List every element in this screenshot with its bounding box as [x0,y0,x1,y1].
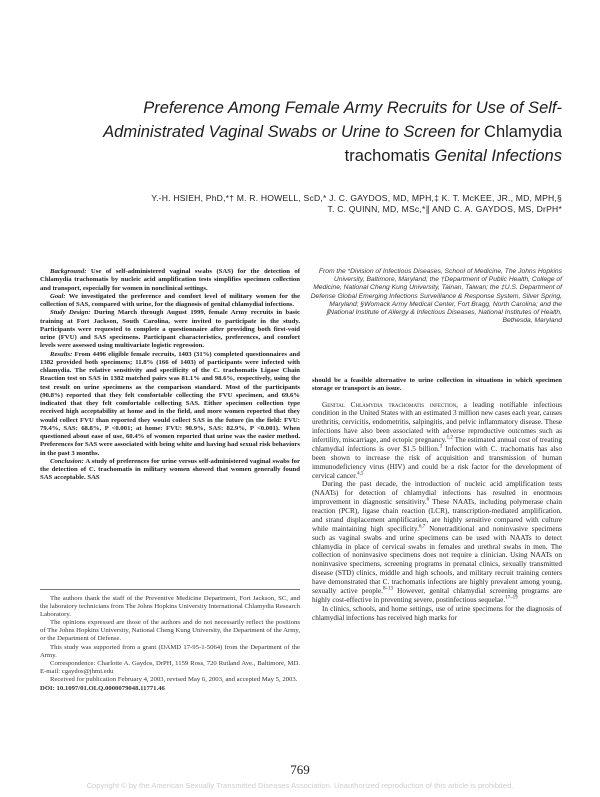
abstract-background [40,268,300,293]
p2-text-b: These NAATs, including polymerase chain reaction (PCR), ligase chain reaction (LCR), transcription-mediated amplification, and strand displacement amplification, are highly sensitive compared with culture while maintaining high specificity. [312,498,562,533]
author-list [60,193,562,215]
author-line-2: T. C. QUINN, MD, MSc,*∥ AND C. A. GAYDOS, MS, DrPH* [327,204,562,214]
footnote-correspondence: Correspondence: Charlotte A. Gaydos, DrPH, 1159 Ross, 720 Rutland Ave., Baltimore, MD. E-mail: cgaydos@jhmi.edu [40,659,300,675]
abstract-conclusion-label: Conclusion: [50,457,84,465]
abstract-conclusion [40,458,300,483]
title-line-3-italic: Genital Infections [434,147,562,165]
body-paragraph-2 [312,480,562,604]
body-text [312,377,562,622]
footnotes [40,589,300,693]
p2-text-c: Nonetraditional and noninvasive specimens such as vaginal swabs and urine specimens can be used with NAATs to detect chlamydia in place of cervical swabs in females and urethral swabs in men. The collection of noninvasive specimens does not require a clinician. Using NAATs on noninvasive specimens, screening programs in prenatal clinics, sexually transmitted disease (STD) clinics, middle and high schools, and military recruit training centers have demonstrated that C. trachomatis infections are highly prevalent among young, sexually active people. [312,524,562,595]
lead-in: Genital Chlamydia trachomatis infection, [322,400,458,409]
citation: 4,5 [357,471,364,477]
citation: 3 [439,444,443,450]
title-line-3-roman: trachomatis [344,147,435,165]
citation: 17–19 [505,595,518,601]
citation: 6,7 [418,524,426,530]
p1-text-b: The estimated annual cost of treating chlamydial infections is over $1.5 billion. [312,436,562,453]
citation: 1,2 [446,435,453,441]
abstract-design-text: During March through August 1999, female Army recruits in basic training at Fort Jackson, South Carolina, were invited to participate in the study. Participants were requested to complete a questionnaire after providing both first-void urine (FVU) and SAS specimens. Participant characteristics, preferences, and comfort levels were assessed using multivariate logistic regression. [40,309,300,350]
affiliations: From the *Division of Infectious Diseases, School of Medicine, The Johns Hopkins University, Baltimore, Maryland; the †Department of Public Health, College of Medicine, National Cheng Kung University, Tainan, Taiwan; the ‡U.S. Department of Defense Global Emerging Infections Surveillance & Response System, Silver Spring, Maryland; §Womack Army Medical Center, Fort Bragg, North Carolina; and the ∥National Institute of Allergy & Infectious Diseases, National Institutes of Health, Bethesda, Maryland [310,268,562,325]
title-line-2-italic: Administrated Vaginal Swabs or Urine to Screen for [103,123,485,141]
copyright-notice: Copyright © by the American Sexually Transmitted Diseases Association. Unauthorized reproduction of this article is prohibited. [86,781,514,790]
citation: 6 [426,497,430,503]
p2-text-d: However, genital chlamydial screening programs are highly cost-effective in preventing severe, postinfectious sequelae. [312,586,563,604]
p1-text-a: a leading notifiable infectious condition in the United States with an estimated 3 million new cases each year, causes urethritis, cervicitis, endometritis, salpingitis, and pelvic inflammatory disease. These infections have also been associated with adverse reproductive outcomes such as infertility, miscarriage, and ectopic pregnancy. [312,400,562,444]
title-line-2 [40,120,562,144]
abstract-background-text: Use of self-administered vaginal swabs (SAS) for the detection of Chlamydia trachomatis by nucleic acid amplification tests simplifies specimen collection and transport, especially for women in nonclinical settings. [40,268,300,292]
title-line-1: Preference Among Female Army Recruits for Use of Self- [143,99,562,117]
abstract-background-label: Background: [50,268,87,275]
footnote-funding: This study was supported from a grant (DAMD 17-95-1-5064) from the Department of the Army. [40,643,300,659]
footnote-received: Received for publication February 4, 2003, revised May 6, 2003, and accepted May 5, 2003. [50,675,298,683]
abstract-goal [40,293,300,310]
body-paragraph-3: In clinics, schools, and home settings, use of urine specimens for the diagnosis of chlamydial infections has received high marks for [312,604,562,622]
footnote-disclaimer: The opinions expressed are those of the authors and do not necessarily reflect the positions of The Johns Hopkins University, National Cheng Kung University, the Department of the Army, or the Department of Defense. [40,619,300,643]
abstract-goal-label: Goal: [50,292,66,300]
abstract-results-label: Results: [50,350,73,358]
title-line-3 [40,144,562,168]
abstract-design-label: Study Design: [50,309,91,317]
title-line-2-roman: Chlamydia [484,123,562,141]
article-title [40,96,562,168]
body-paragraph-1 [312,401,562,481]
abstract-design [40,309,300,350]
p2-text-a: During the past decade, the introduction of nucleic acid amplification tests (NAATs) for detection of chlamydial infections has resulted in enormous improvement in diagnostic sensitivity. [312,480,562,507]
page-number: 769 [290,762,310,777]
abstract-results [40,351,300,458]
doi: DOI: 10.1097/01.OLQ.0000079048.11771.46 [40,685,165,693]
abstract-results-text: From 4496 eligible female recruits, 1403 (31%) completed questionnaires and 1382 provided both specimens; 11.8% (166 of 1403) of participants were infected with chlamydia. The relative sensitivity and specificity of the C. trachomatis Ligase Chain Reaction test on SAS in 1382 matched pairs was 81.1% and 98.6%, respectively, using the test result on urine specimens as the comparison standard. Most of the participants (90.8%) reported that they felt comfortable collecting the FVU specimen, and 69.6% indicated that they felt comfortable collecting SAS. Either specimen collection type received high acceptability at home and in the field, and more women reported that they would collect FVU than reported they would collect SAS in the future (in the field: FVU: 79.4%, SAS: 68.8%, P <0.001; at home: FVU: 90.9%, SAS: 82.9%, P <0.001). When questioned about ease of use, 60.4% of women reported that urine was the easier method. Preferences for SAS were associated with being white and having had sexual risk behaviors in the past 3 months. [40,350,300,457]
citation: 8–13 [382,586,393,592]
abstract-continued: should be a feasible alternative to urine collection in situations in which specimen storage or transport is an issue. [312,377,562,393]
abstract [40,268,300,483]
author-line-1: Y.-H. HSIEH, PhD,*† M. R. HOWELL, ScD,* J. C. GAYDOS, MD, MPH,‡ K. T. McKEE, JR., MD, MPH,§ [151,193,562,203]
p1-text-c: Infection with C. trachomatis has also been shown to increase the risk of acquisition and transmission of human immunodeficiency virus (HIV) and could be a risk factor for the development of cervical cancer. [312,444,563,480]
footnote-acknowledgment: The authors thank the staff of the Preventive Medicine Department, Fort Jackson, SC, and the laboratory technicians from The Johns Hopkins University International Chlamydia Research Laboratory. [40,595,300,619]
abstract-goal-text: We investigated the preference and comfort level of military women for the collection of SAS, compared with urine, for the diagnosis of genital chlamydial infections. [40,292,300,308]
abstract-conclusion-text: A study of preferences for urine versus self-administered vaginal swabs for the detection of C. trachomatis in military women showed that women generally found SAS acceptable. SAS [40,457,300,482]
